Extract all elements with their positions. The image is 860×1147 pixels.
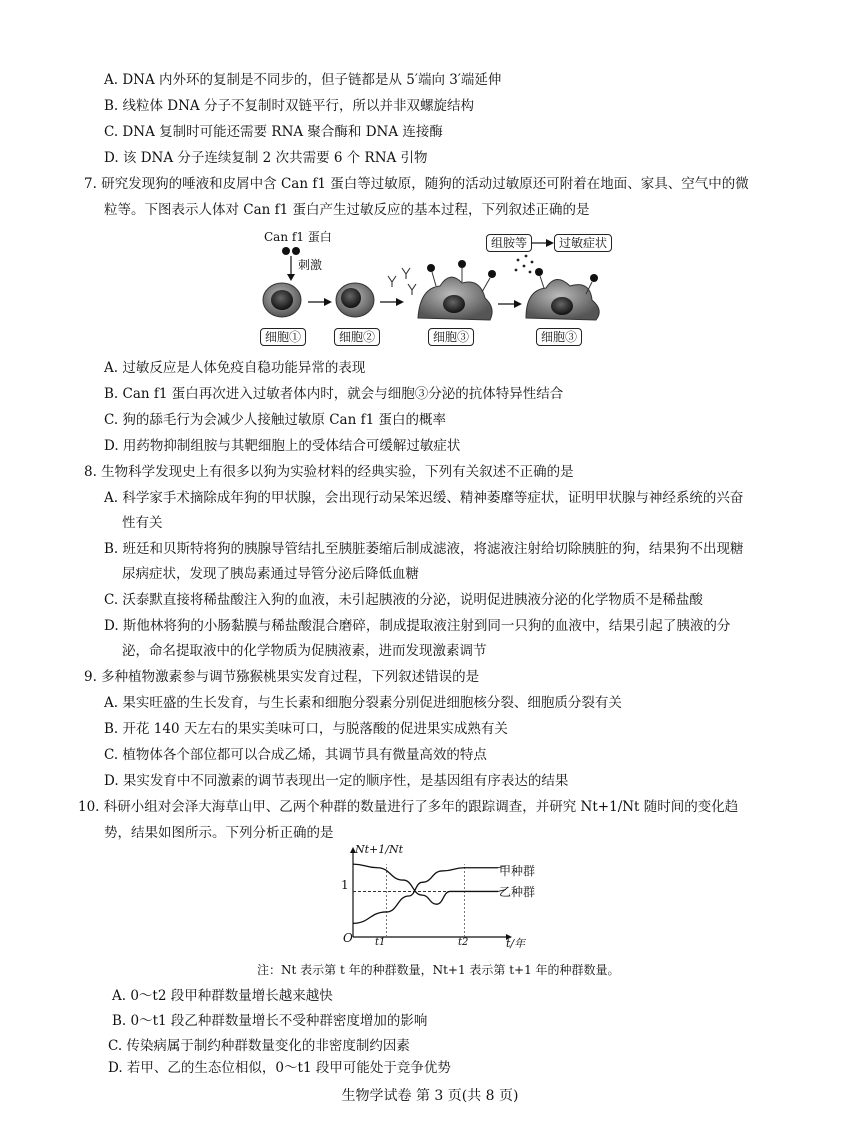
antigen-label: Can f1 蛋白 xyxy=(264,230,332,244)
q9-option-d: D. 果实发育中不同激素的调节表现出一定的顺序性，是基因组有序表达的结果 xyxy=(104,773,569,789)
q9-stem: 9. 多种植物激素参与调节猕猴桃果实发育过程，下列叙述错误的是 xyxy=(84,669,480,685)
q9-option-c: C. 植物体各个部位都可以合成乙烯，其调节具有微量高效的特点 xyxy=(104,747,487,763)
x-tick-label-t1: t1 xyxy=(375,937,386,948)
q6-option-b: B. 线粒体 DNA 分子不复制时双链平行，所以并非双螺旋结构 xyxy=(104,98,474,114)
stimulus-label: 刺激 xyxy=(298,258,323,272)
q7-stem-line2: 粒等。下图表示人体对 Can f1 蛋白产生过敏反应的基本过程，下列叙述正确的是 xyxy=(104,202,590,218)
q7-option-c: C. 狗的舔毛行为会减少人接触过敏原 Can f1 蛋白的概率 xyxy=(104,412,446,428)
q6-option-c: C. DNA 复制时可能还需要 RNA 聚合酶和 DNA 连接酶 xyxy=(104,124,443,140)
y-tick-label: 1 xyxy=(341,878,349,892)
cell-3-icon xyxy=(418,260,496,320)
q10-option-c: C. 传染病属于制约种群数量变化的非密度制约因素 xyxy=(108,1038,410,1054)
q8-option-a-line2: 性有关 xyxy=(122,515,163,531)
q8-option-b-line1: B. 班廷和贝斯特将狗的胰腺导管结扎至胰脏萎缩后制成滤液，将滤液注射给切除胰脏的狗，结果狗不出现糖 xyxy=(104,541,744,557)
y-axis-label: Nt+1/Nt xyxy=(355,843,404,856)
q9-option-b: B. 开花 140 天左右的果实美味可口，与脱落酸的促进果实成熟有关 xyxy=(104,721,508,737)
q6-option-d: D. 该 DNA 分子连续复制 2 次共需要 6 个 RNA 引物 xyxy=(104,150,428,166)
antibody-icon xyxy=(402,268,410,279)
legend-series-b: 乙种群 xyxy=(499,885,536,899)
antibody-icon xyxy=(408,284,416,295)
q9-option-a: A. 果实旺盛的生长发育，与生长素和细胞分裂素分别促进细胞核分裂、细胞质分裂有关 xyxy=(104,695,622,711)
q7-option-d: D. 用药物抑制组胺与其靶细胞上的受体结合可缓解过敏症状 xyxy=(104,438,461,454)
cell-2-label: 细胞② xyxy=(334,328,380,346)
q8-option-c: C. 沃泰默直接将稀盐酸注入狗的血液，未引起胰液的分泌，说明促进胰液分泌的化学物质不是稀盐酸 xyxy=(104,592,703,608)
page-footer: 生物学试卷 第 3 页(共 8 页) xyxy=(341,1088,519,1104)
cell-3-activated-icon xyxy=(526,268,599,320)
q10-stem-line2: 势，结果如图所示。下列分析正确的是 xyxy=(104,825,334,841)
histamine-dots-icon xyxy=(515,255,534,274)
cell-1-icon xyxy=(263,283,301,317)
histamine-box: 组胺等 xyxy=(486,234,532,252)
series-line-jia xyxy=(353,864,498,904)
allergy-process-figure xyxy=(240,228,660,358)
q10-chart-note: 注：Nt 表示第 t 年的种群数量，Nt+1 表示第 t+1 年的种群数量。 xyxy=(257,963,620,977)
q7-option-a: A. 过敏反应是人体免疫自稳功能异常的表现 xyxy=(104,360,366,376)
x-axis-label: t/年 xyxy=(506,937,526,950)
q7-stem-line1: 7. 研究发现狗的唾液和皮屑中含 Can f1 蛋白等过敏原，随狗的活动过敏原还可附着在地面、家具、空气中的微 xyxy=(84,176,749,192)
q8-option-d-line2: 泌，命名提取液中的化学物质为促胰液素，进而发现激素调节 xyxy=(122,643,487,659)
q8-option-b-line2: 尿病症状，发现了胰岛素通过导管分泌后降低血糖 xyxy=(122,566,419,582)
q10-stem-line1: 10. 科研小组对会泽大海草山甲、乙两个种群的数量进行了多年的跟踪调查，并研究 Nt+1/Nt 随时间的变化趋 xyxy=(78,799,739,815)
cell-1-label: 细胞① xyxy=(260,328,306,346)
q8-option-a-line1: A. 科学家手术摘除成年狗的甲状腺，会出现行动呆笨迟缓、精神萎靡等症状，证明甲状腺与神经系统的兴奋 xyxy=(104,490,744,506)
cell-2-icon xyxy=(336,283,374,317)
q8-option-d-line1: D. 斯他林将狗的小肠黏膜与稀盐酸混合磨碎，制成提取液注射到同一只狗的血液中，结果引起了胰液的分 xyxy=(104,618,731,634)
q7-option-b: B. Can f1 蛋白再次进入过敏者体内时，就会与细胞③分泌的抗体特异性结合 xyxy=(104,386,564,402)
antigen-dot-icon xyxy=(282,247,290,255)
q6-option-a: A. DNA 内外环的复制是不同步的，但子链都是从 5′端向 3′端延伸 xyxy=(104,72,502,88)
q10-option-b: B. 0～t1 段乙种群数量增长不受种群密度增加的影响 xyxy=(112,1013,428,1029)
antibody-icon xyxy=(388,276,396,287)
q10-option-d: D. 若甲、乙的生态位相似，0～t1 段甲可能处于竞争优势 xyxy=(108,1060,451,1076)
origin-label: O xyxy=(343,931,353,945)
cell-3b-label: 细胞③ xyxy=(536,328,582,346)
population-ratio-chart xyxy=(335,845,565,957)
symptom-box: 过敏症状 xyxy=(554,234,612,252)
legend-series-a: 甲种群 xyxy=(499,864,536,878)
q10-option-a: A. 0～t2 段甲种群数量增长越来越快 xyxy=(112,988,333,1004)
antigen-dot-icon xyxy=(292,247,300,255)
x-tick-label-t2: t2 xyxy=(458,937,469,948)
q8-stem: 8. 生物科学发现史上有很多以狗为实验材料的经典实验，下列有关叙述不正确的是 xyxy=(84,464,574,480)
cell-3-label: 细胞③ xyxy=(428,328,474,346)
